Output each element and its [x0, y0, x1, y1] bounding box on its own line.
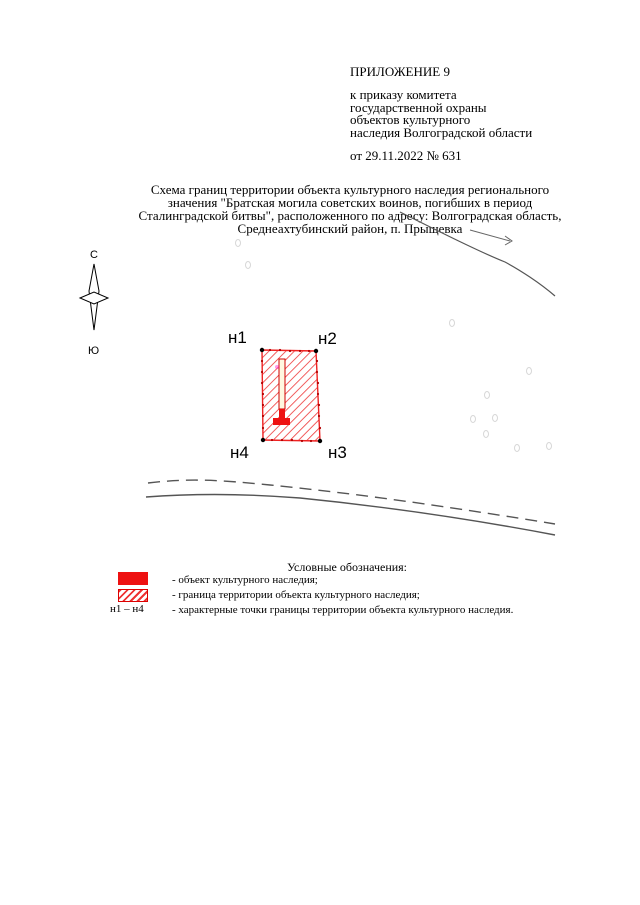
appendix-date: от 29.11.2022 № 631	[350, 148, 462, 163]
scheme-title-line: Среднеахтубинский район, п. Прыщевка	[237, 221, 463, 236]
compass-north-label: С	[90, 249, 98, 261]
scheme-title-line: значения "Братская могила советских воинов, погибших в период	[167, 195, 533, 210]
legend-points-label: - характерные точки границы территории объекта культурного наследия.	[172, 604, 514, 616]
legend-heading: Условные обозначения:	[287, 560, 408, 574]
road-upper	[400, 212, 555, 296]
order-line: объектов культурного	[350, 112, 471, 127]
appendix-title: ПРИЛОЖЕНИЕ 9	[350, 64, 450, 79]
compass-rose-icon	[80, 264, 108, 330]
order-line: государственной охраны	[350, 99, 487, 115]
legend-border-swatch	[118, 589, 148, 602]
compass-south-label: Ю	[88, 345, 100, 357]
scheme-title-line: Схема границ территории объекта культурного наследия регионального	[150, 182, 550, 197]
road-lower	[146, 480, 555, 535]
scheme-title-line: Сталинградской битвы", расположенного по адресу: Волгоградская область,	[138, 208, 562, 223]
legend-object-swatch	[118, 572, 148, 585]
point-label-n4: н4	[230, 443, 249, 462]
point-label-n2: н2	[318, 329, 337, 348]
order-line: к приказу комитета	[350, 87, 457, 102]
legend-points-range: н1 – н4	[110, 603, 144, 615]
legend-border-label: - граница территории объекта культурного наследия;	[172, 589, 420, 601]
point-label-n1: н1	[228, 328, 247, 347]
legend-object-label: - объект культурного наследия;	[172, 574, 318, 586]
point-label-n3: н3	[328, 443, 347, 462]
order-line: наследия Волгоградской области	[350, 124, 533, 140]
territory-boundary	[262, 350, 320, 441]
